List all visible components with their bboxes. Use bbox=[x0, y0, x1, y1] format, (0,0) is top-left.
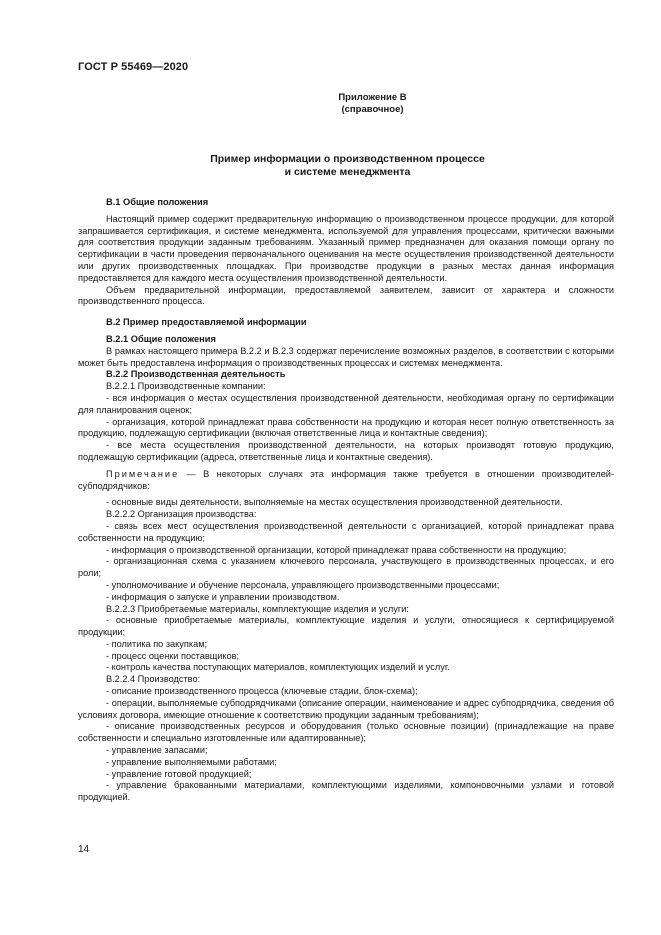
standard-number: ГОСТ Р 55469—2020 bbox=[78, 61, 189, 73]
paragraph: Объем предварительной информации, предоставляемой заявителем, зависит от характера и сложности производственного процесса. bbox=[78, 284, 614, 307]
list-item: - вся информация о местах осуществления производственной деятельности, необходимая органу по сертификации для планирования оценок; bbox=[78, 392, 614, 415]
list-item: - основные виды деятельности, выполняемые на местах осуществления производственной деятельности. bbox=[106, 497, 563, 508]
annex-kind: (справочное) bbox=[341, 104, 404, 115]
list-item: - контроль качества поступающих материалов, комплектующих изделий и услуг. bbox=[106, 662, 450, 673]
note-text: — В некоторых случаях эта информация также требуется в отношении производителей-субподрядчиков: bbox=[78, 468, 614, 491]
paragraph: Настоящий пример содержит предварительную информацию о производственном процессе продукции, для которой запрашивается сертификация, и системе менеджмента, используемой для управления процессами, критически важными для соответствия продукции заданным требованиям. Указанный пример предназначен для оказания помощи органу по сертификации в части проведения первоначального оценивания на месте осуществления производственной деятельности или других производственных площадках. При производстве продукции в разных местах данная информация предоставляется для каждого места осуществления производственной деятельности. bbox=[78, 213, 614, 283]
list-item: - уполномочивание и обучение персонала, управляющего производственными процессами; bbox=[106, 579, 500, 590]
list-item: - описание производственного процесса (ключевые стадии, блок-схема); bbox=[106, 686, 418, 697]
annex-title-line2: и системе менеджмента bbox=[284, 166, 411, 178]
list-item: - основные приобретаемые материалы, комплектующие изделия и услуги, относящиеся к сертифицируемой продукции; bbox=[78, 615, 614, 638]
list-item: - связь всех мест осуществления производственной деятельности с организацией, которой принадлежат права собственности на продукцию; bbox=[78, 520, 614, 543]
subsection-label: В.2.2.1 Производственные компании: bbox=[106, 381, 266, 392]
note bbox=[78, 469, 614, 493]
list-item: - политика по закупкам; bbox=[106, 638, 208, 649]
list-item: - информация о запуске и управлении производством. bbox=[106, 591, 340, 602]
document-body bbox=[78, 197, 614, 804]
list-item: - организация, которой принадлежат права собственности на продукцию и которая несет полную ответственность за продукцию, подлежащую сертификации (включая ответственные лица и контактные сведения); bbox=[78, 416, 614, 439]
list-item: - информация о производственной организации, которой принадлежат права собственности на продукцию; bbox=[106, 544, 567, 555]
subsection-label: В.2.2.2 Организация производства: bbox=[106, 509, 257, 520]
list-item: - управление запасами; bbox=[106, 745, 208, 756]
list-item: - организационная схема с указанием ключевого персонала, участвующего в производственных процессах, и его роли; bbox=[78, 556, 614, 579]
page-number: 14 bbox=[78, 844, 90, 855]
list-item: - описание производственных ресурсов и оборудования (только основные позиции) (принадлежащие на праве собственности и специально изготовленные или адаптированные); bbox=[78, 721, 614, 744]
section-heading-b22: В.2.2 Производственная деятельность bbox=[106, 369, 286, 380]
list-item: - операции, выполняемые субподрядчиками (описание операции, наименование и адрес субподрядчика, сведения об условиях договора, имеющие отношение к соответствию продукции заданным требованиям); bbox=[78, 697, 614, 720]
list-item: - управление бракованными материалами, комплектующими изделиями, компоновочными узлами и готовой продукцией. bbox=[78, 780, 614, 803]
list-item: - управление выполняемыми работами; bbox=[106, 756, 277, 767]
section-heading-b1: В.1 Общие положения bbox=[106, 197, 209, 207]
paragraph: В рамках настоящего примера В.2.2 и В.2.3 содержат перечисление возможных разделов, в соответствии с которыми может быть предоставлена информация о производственных процессах и системах менеджмента. bbox=[78, 345, 614, 368]
list-item: - процесс оценки поставщиков; bbox=[106, 650, 240, 661]
note-label: Примечание bbox=[106, 468, 180, 479]
section-heading-b2: В.2 Пример предоставляемой информации bbox=[106, 317, 307, 328]
list-item: - управление готовой продукцией; bbox=[106, 768, 252, 779]
annex-title-line1: Пример информации о производственном процессе bbox=[210, 153, 485, 165]
annex-name: Приложение В bbox=[338, 92, 407, 103]
section-heading-b21: В.2.1 Общие положения bbox=[106, 333, 216, 344]
list-item: - все места осуществления производственной деятельности, на которых производят готовую продукцию, подлежащую сертификации (адреса, ответственные лица и контактные сведения). bbox=[78, 440, 614, 462]
subsection-label: В.2.2.4 Производство: bbox=[106, 674, 201, 685]
subsection-label: В.2.2.3 Приобретаемые материалы, комплектующие изделия и услуги: bbox=[106, 603, 409, 614]
